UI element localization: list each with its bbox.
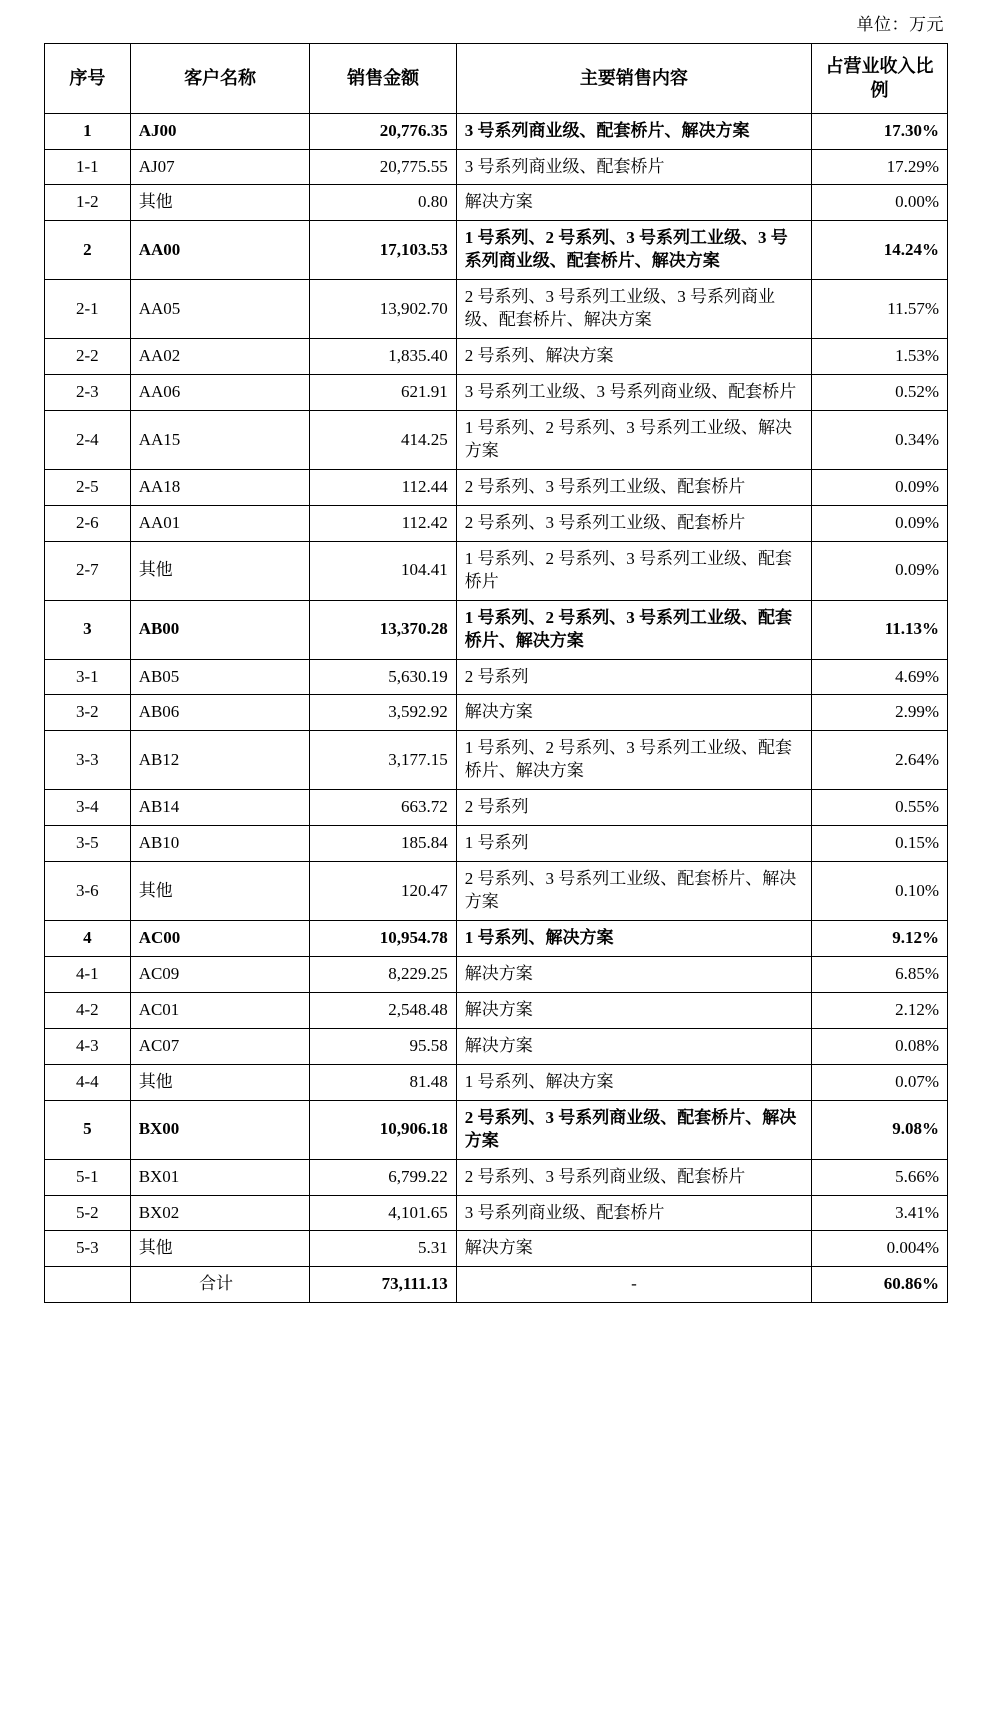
cell-no: 3-3 <box>45 731 131 790</box>
cell-no: 2-7 <box>45 541 131 600</box>
cell-content: 2 号系列、3 号系列工业级、配套桥片、解决方案 <box>456 862 811 921</box>
cell-amount: 5.31 <box>310 1231 456 1267</box>
cell-customer: AC07 <box>130 1028 310 1064</box>
cell-amount: 13,902.70 <box>310 280 456 339</box>
column-header-no: 序号 <box>45 44 131 114</box>
cell-no: 3-5 <box>45 826 131 862</box>
table-row <box>45 956 948 992</box>
cell-amount: 95.58 <box>310 1028 456 1064</box>
table-row <box>45 1028 948 1064</box>
cell-customer: AA15 <box>130 411 310 470</box>
cell-no: 1-1 <box>45 149 131 185</box>
cell-pct: 0.00% <box>812 185 948 221</box>
cell-no: 3 <box>45 600 131 659</box>
cell-amount: 414.25 <box>310 411 456 470</box>
cell-content: 1 号系列、2 号系列、3 号系列工业级、3 号系列商业级、配套桥片、解决方案 <box>456 221 811 280</box>
table-row <box>45 411 948 470</box>
table-row-total <box>45 1267 948 1303</box>
cell-no: 5 <box>45 1100 131 1159</box>
cell-no: 5-3 <box>45 1231 131 1267</box>
cell-content: 解决方案 <box>456 992 811 1028</box>
cell-customer: AA06 <box>130 375 310 411</box>
column-header-content: 主要销售内容 <box>456 44 811 114</box>
cell-customer: AJ07 <box>130 149 310 185</box>
cell-amount: 81.48 <box>310 1064 456 1100</box>
cell-no: 1-2 <box>45 185 131 221</box>
table-row <box>45 375 948 411</box>
cell-content: 1 号系列、解决方案 <box>456 921 811 957</box>
cell-amount: 185.84 <box>310 826 456 862</box>
cell-no: 5-1 <box>45 1159 131 1195</box>
cell-no: 3-1 <box>45 659 131 695</box>
cell-pct: 14.24% <box>812 221 948 280</box>
cell-amount: 20,775.55 <box>310 149 456 185</box>
table-row <box>45 1159 948 1195</box>
cell-total-label: 合计 <box>130 1267 310 1303</box>
cell-pct: 5.66% <box>812 1159 948 1195</box>
cell-amount: 1,835.40 <box>310 339 456 375</box>
cell-pct: 3.41% <box>812 1195 948 1231</box>
cell-pct: 11.57% <box>812 280 948 339</box>
cell-pct: 9.12% <box>812 921 948 957</box>
cell-total-pct: 60.86% <box>812 1267 948 1303</box>
cell-pct: 0.09% <box>812 541 948 600</box>
cell-no: 1 <box>45 113 131 149</box>
cell-pct: 6.85% <box>812 956 948 992</box>
cell-amount: 0.80 <box>310 185 456 221</box>
cell-no: 3-4 <box>45 790 131 826</box>
column-header-amount: 销售金额 <box>310 44 456 114</box>
cell-no: 2-1 <box>45 280 131 339</box>
column-header-customer: 客户名称 <box>130 44 310 114</box>
table-row <box>45 469 948 505</box>
table-row <box>45 731 948 790</box>
cell-content: 3 号系列商业级、配套桥片 <box>456 1195 811 1231</box>
cell-content: 1 号系列、2 号系列、3 号系列工业级、配套桥片 <box>456 541 811 600</box>
cell-total-no <box>45 1267 131 1303</box>
table-row <box>45 862 948 921</box>
cell-amount: 120.47 <box>310 862 456 921</box>
cell-no: 4-1 <box>45 956 131 992</box>
cell-customer: 其他 <box>130 541 310 600</box>
cell-customer: AJ00 <box>130 113 310 149</box>
cell-content: 解决方案 <box>456 956 811 992</box>
cell-content: 解决方案 <box>456 1231 811 1267</box>
cell-customer: AA00 <box>130 221 310 280</box>
cell-pct: 0.07% <box>812 1064 948 1100</box>
cell-amount: 621.91 <box>310 375 456 411</box>
table-row-group <box>45 113 948 149</box>
table-row <box>45 1064 948 1100</box>
cell-customer: AA05 <box>130 280 310 339</box>
cell-content: 3 号系列商业级、配套桥片 <box>456 149 811 185</box>
cell-pct: 2.64% <box>812 731 948 790</box>
cell-customer: AA02 <box>130 339 310 375</box>
table-row <box>45 280 948 339</box>
cell-content: 3 号系列商业级、配套桥片、解决方案 <box>456 113 811 149</box>
cell-content: 2 号系列、3 号系列工业级、配套桥片 <box>456 469 811 505</box>
cell-customer: 其他 <box>130 1064 310 1100</box>
cell-customer: AA18 <box>130 469 310 505</box>
cell-customer: AB05 <box>130 659 310 695</box>
cell-pct: 0.55% <box>812 790 948 826</box>
table-header <box>45 44 948 114</box>
cell-pct: 11.13% <box>812 600 948 659</box>
table-row-group <box>45 600 948 659</box>
cell-amount: 20,776.35 <box>310 113 456 149</box>
table-row <box>45 339 948 375</box>
cell-pct: 0.09% <box>812 505 948 541</box>
cell-pct: 0.08% <box>812 1028 948 1064</box>
cell-no: 4 <box>45 921 131 957</box>
column-header-pct: 占营业收入比例 <box>812 44 948 114</box>
cell-amount: 3,592.92 <box>310 695 456 731</box>
cell-customer: AC01 <box>130 992 310 1028</box>
table-row <box>45 659 948 695</box>
cell-customer: 其他 <box>130 1231 310 1267</box>
cell-total-amount: 73,111.13 <box>310 1267 456 1303</box>
table-row <box>45 992 948 1028</box>
cell-no: 4-4 <box>45 1064 131 1100</box>
cell-content: 1 号系列、解决方案 <box>456 1064 811 1100</box>
cell-customer: AC09 <box>130 956 310 992</box>
table-row <box>45 826 948 862</box>
cell-content: 2 号系列 <box>456 790 811 826</box>
table-row <box>45 149 948 185</box>
cell-pct: 2.99% <box>812 695 948 731</box>
cell-pct: 1.53% <box>812 339 948 375</box>
table-row-group <box>45 221 948 280</box>
cell-amount: 10,906.18 <box>310 1100 456 1159</box>
cell-pct: 0.004% <box>812 1231 948 1267</box>
cell-amount: 8,229.25 <box>310 956 456 992</box>
cell-amount: 5,630.19 <box>310 659 456 695</box>
cell-content: 1 号系列、2 号系列、3 号系列工业级、配套桥片、解决方案 <box>456 600 811 659</box>
cell-amount: 663.72 <box>310 790 456 826</box>
cell-customer: AB12 <box>130 731 310 790</box>
cell-content: 2 号系列、解决方案 <box>456 339 811 375</box>
cell-no: 4-2 <box>45 992 131 1028</box>
table-row <box>45 541 948 600</box>
cell-amount: 10,954.78 <box>310 921 456 957</box>
cell-pct: 4.69% <box>812 659 948 695</box>
table-body <box>45 113 948 1303</box>
cell-amount: 6,799.22 <box>310 1159 456 1195</box>
cell-amount: 112.44 <box>310 469 456 505</box>
cell-customer: AB00 <box>130 600 310 659</box>
cell-pct: 0.34% <box>812 411 948 470</box>
cell-pct: 2.12% <box>812 992 948 1028</box>
cell-pct: 17.30% <box>812 113 948 149</box>
cell-pct: 0.09% <box>812 469 948 505</box>
cell-amount: 17,103.53 <box>310 221 456 280</box>
table-header-row <box>45 44 948 114</box>
cell-customer: AB14 <box>130 790 310 826</box>
cell-customer: AB06 <box>130 695 310 731</box>
cell-no: 2-6 <box>45 505 131 541</box>
cell-content: 2 号系列、3 号系列商业级、配套桥片、解决方案 <box>456 1100 811 1159</box>
cell-customer: BX00 <box>130 1100 310 1159</box>
cell-amount: 104.41 <box>310 541 456 600</box>
cell-no: 2-2 <box>45 339 131 375</box>
cell-pct: 0.10% <box>812 862 948 921</box>
table-row <box>45 1195 948 1231</box>
cell-amount: 3,177.15 <box>310 731 456 790</box>
cell-no: 4-3 <box>45 1028 131 1064</box>
customer-sales-table <box>44 43 948 1303</box>
cell-content: 2 号系列、3 号系列工业级、配套桥片 <box>456 505 811 541</box>
cell-no: 2-3 <box>45 375 131 411</box>
table-row <box>45 505 948 541</box>
table-row <box>45 185 948 221</box>
cell-content: 1 号系列、2 号系列、3 号系列工业级、解决方案 <box>456 411 811 470</box>
cell-customer: 其他 <box>130 862 310 921</box>
cell-content: 2 号系列、3 号系列商业级、配套桥片 <box>456 1159 811 1195</box>
cell-content: 解决方案 <box>456 1028 811 1064</box>
cell-total-content: - <box>456 1267 811 1303</box>
table-row-group <box>45 1100 948 1159</box>
cell-no: 5-2 <box>45 1195 131 1231</box>
table-row-group <box>45 921 948 957</box>
cell-no: 2-4 <box>45 411 131 470</box>
table-row <box>45 790 948 826</box>
cell-customer: AC00 <box>130 921 310 957</box>
cell-customer: AA01 <box>130 505 310 541</box>
cell-content: 2 号系列、3 号系列工业级、3 号系列商业级、配套桥片、解决方案 <box>456 280 811 339</box>
cell-no: 2-5 <box>45 469 131 505</box>
cell-no: 3-2 <box>45 695 131 731</box>
unit-note: 单位：万元 <box>856 15 944 34</box>
cell-content: 1 号系列、2 号系列、3 号系列工业级、配套桥片、解决方案 <box>456 731 811 790</box>
table-row <box>45 695 948 731</box>
cell-content: 3 号系列工业级、3 号系列商业级、配套桥片 <box>456 375 811 411</box>
cell-content: 1 号系列 <box>456 826 811 862</box>
cell-no: 3-6 <box>45 862 131 921</box>
cell-content: 解决方案 <box>456 695 811 731</box>
cell-content: 2 号系列 <box>456 659 811 695</box>
cell-customer: AB10 <box>130 826 310 862</box>
cell-pct: 17.29% <box>812 149 948 185</box>
cell-pct: 0.15% <box>812 826 948 862</box>
table-row <box>45 1231 948 1267</box>
cell-no: 2 <box>45 221 131 280</box>
cell-amount: 2,548.48 <box>310 992 456 1028</box>
cell-customer: BX02 <box>130 1195 310 1231</box>
cell-content: 解决方案 <box>456 185 811 221</box>
cell-amount: 13,370.28 <box>310 600 456 659</box>
cell-pct: 0.52% <box>812 375 948 411</box>
cell-customer: BX01 <box>130 1159 310 1195</box>
cell-pct: 9.08% <box>812 1100 948 1159</box>
cell-amount: 4,101.65 <box>310 1195 456 1231</box>
cell-customer: 其他 <box>130 185 310 221</box>
cell-amount: 112.42 <box>310 505 456 541</box>
